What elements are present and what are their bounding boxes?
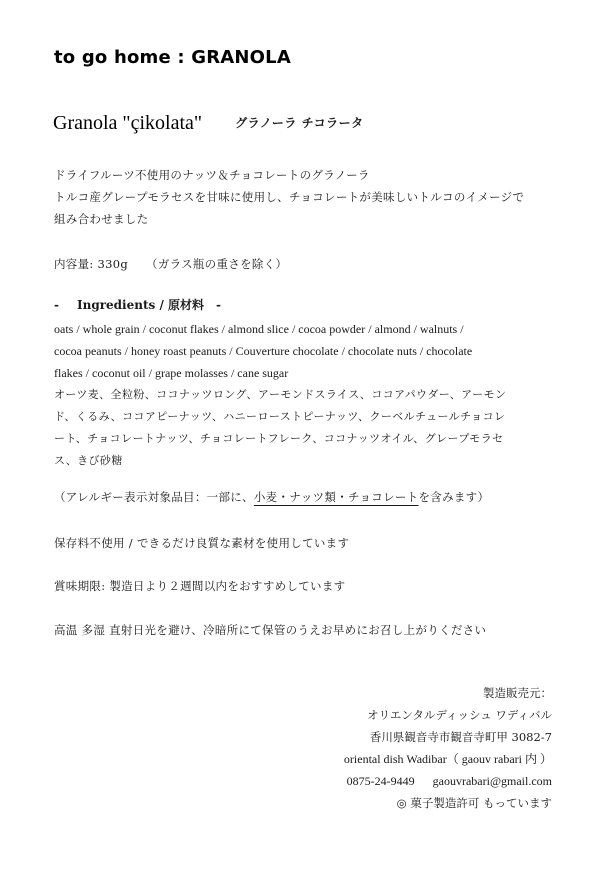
maker-address: 香川県観音寺市観音寺町甲 3082-7 [369, 730, 552, 744]
net-content-label: 内容量: 330g [54, 257, 129, 271]
product-name: Granola "çikolata" [53, 112, 203, 134]
ingredients-line: flakes / coconut oil / grape molasses / cane sugar [54, 366, 289, 380]
net-content [54, 256, 287, 272]
maker-email: gaouvrabari@gmail.com [432, 774, 552, 788]
ingredients-heading-text: Ingredients / 原材料 [76, 298, 205, 312]
ingredients-heading [54, 297, 221, 313]
heading-dash: - [54, 298, 59, 312]
maker-phone: 0875-24-9449 [346, 774, 415, 788]
ingredients-line: cocoa peanuts / honey roast peanuts / Couverture chocolate / chocolate nuts / chocolate [54, 344, 473, 358]
ingredients-line: ス、きび砂糖 [54, 454, 123, 467]
preservative-note: 保存料不使用 / できるだけ良質な素材を使用しています [54, 536, 350, 550]
expiry-note: 賞味期限: 製造日より２週間以内をおすすめしています [54, 579, 346, 593]
maker-label: 製造販売元： [483, 686, 552, 700]
ingredients-line: oats / whole grain / coconut flakes / almond slice / cocoa powder / almond / walnuts / [54, 322, 464, 336]
heading-dash: - [216, 298, 222, 312]
ingredients-line: ド、くるみ、ココアピーナッツ、ハニーローストピーナッツ、クーベルチュールチョコレ [54, 410, 506, 423]
ingredients-english [54, 318, 472, 384]
ingredients-japanese [54, 384, 506, 472]
description-line: ドライフルーツ不使用のナッツ＆チョコレートのグラノーラ [54, 168, 370, 182]
description-line: 組み合わせました [54, 212, 149, 226]
product-description [54, 164, 524, 230]
maker-contact [252, 770, 552, 792]
allergy-items: 小麦・ナッツ類・チョコレート [253, 490, 419, 504]
ingredients-line: ート、チョコレートナッツ、チョコレートフレーク、ココナッツオイル、グレープモラセ [54, 432, 504, 445]
maker-name-en: oriental dish Wadibar（ gaouv rabari 内 ） [343, 752, 552, 766]
description-line: トルコ産グレープモラセスを甘味に使用し、チョコレートが美味しいトルコのイメージで [54, 190, 525, 204]
product-title [53, 112, 364, 135]
net-content-note: （ガラス瓶の重さを除く） [146, 257, 288, 271]
product-name-kana: グラノーラ チコラータ [235, 116, 364, 130]
allergy-suffix: を含みます） [418, 490, 490, 504]
maker-license: ◎ 菓子製造許可 もっています [396, 796, 552, 810]
storage-note: 高温 多湿 直射日光を避け、冷暗所にて保管のうえお早めにお召し上がりください [54, 623, 487, 637]
ingredients-line: オーツ麦、全粒粉、ココナッツロング、アーモンドスライス、ココアパウダー、アーモン [54, 388, 507, 401]
maker-name: オリエンタルディッシュ ワディバル [367, 708, 552, 722]
allergy-prefix: （アレルギー表示対象品目：一部に、 [54, 490, 254, 504]
maker-info [252, 682, 552, 814]
brand-title: to go home : GRANOLA [54, 47, 291, 68]
allergy-notice [54, 489, 489, 505]
